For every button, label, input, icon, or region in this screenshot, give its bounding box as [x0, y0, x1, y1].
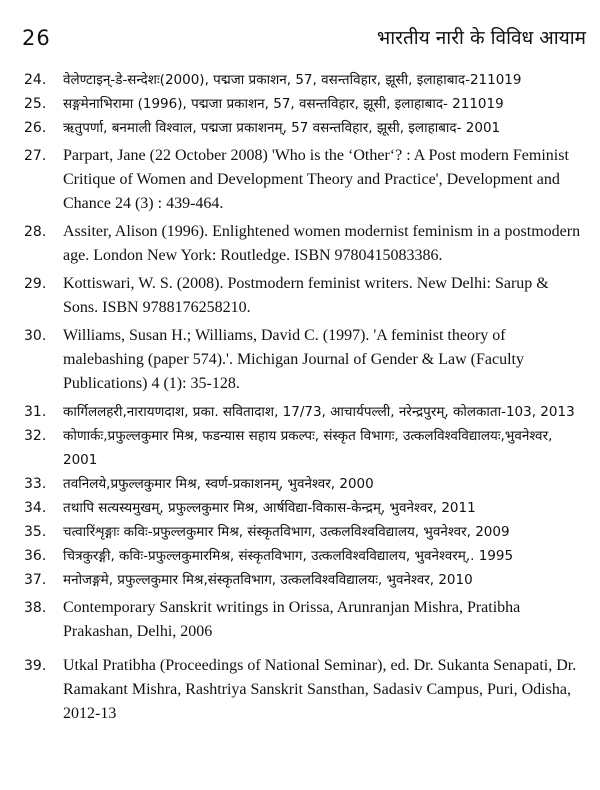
reference-number: 36. [24, 548, 47, 564]
reference-number: 24. [24, 72, 47, 88]
reference-number: 34. [24, 500, 47, 516]
reference-text: ऋतुपर्णा, बनमाली विश्वाल, पद्मजा प्रकाशनम्, 57 वसन्तविहार, झूसी, इलाहाबाद- 2001 [63, 120, 501, 136]
reference-text: कोणार्कः,प्रफुल्लकुमार मिश्र, फडन्यास सहाय प्रकल्पः, संस्कृत विभागः, उत्कलविश्वविद्यालयः,भुवनेश्वर, 2001 [63, 428, 553, 468]
reference-item-39 [0, 654, 600, 726]
reference-text: Assiter, Alison (1996). Enlightened women modernist feminism in a postmodern age. London New York: Routledge. ISBN 9780415083386. [63, 223, 581, 264]
reference-text: सङ्गमेनाभिरामा (1996), पद्मजा प्रकाशन, 57, वसन्तविहार, झूसी, इलाहाबाद- 211019 [63, 96, 504, 112]
reference-item-27 [0, 144, 600, 216]
reference-text: Kottiswari, W. S. (2008). Postmodern feminist writers. New Delhi: Sarup & Sons. ISBN 9788176258210. [63, 275, 549, 316]
reference-item-30 [0, 324, 600, 396]
reference-item-35 [0, 520, 600, 544]
reference-text: Contemporary Sanskrit writings in Orissa, Arunranjan Mishra, Pratibha Prakashan, Delhi, 2006 [63, 599, 521, 640]
reference-text: कार्गिललहरी,नारायणदाश, प्रका. सवितादाश, 17/73, आचार्यपल्ली, नरेन्द्रपुरम्, कोलकाता-103, 2013 [63, 404, 575, 420]
reference-number: 35. [24, 524, 47, 540]
reference-text: Williams, Susan H.; Williams, David C. (1997). 'A feminist theory of malebashing (paper 574).'. Michigan Journal of Gender & Law (Faculty Publications) 4 (1): 35-128. [63, 327, 524, 392]
reference-text: मनोजङ्गमे, प्रफुल्लकुमार मिश्र,संस्कृतविभाग, उत्कलविश्वविद्यालयः, भुवनेश्वर, 2010 [63, 572, 473, 588]
reference-number: 28. [24, 224, 47, 240]
reference-text: चित्रकुरङ्गी, कविः-प्रफुल्लकुमारमिश्र, संस्कृतविभाग, उत्कलविश्वविद्यालय, भुवनेश्वरम्,. 1995 [63, 548, 514, 564]
running-title: भारतीय नारी के विविध आयाम [376, 27, 586, 49]
reference-text: चत्वारिंशृङ्गाः कविः-प्रफुल्लकुमार मिश्र, संस्कृतविभाग, उत्कलविश्वविद्यालय, भुवनेश्वर, 2009 [63, 524, 510, 540]
reference-item-38 [0, 596, 600, 644]
reference-number: 39. [24, 658, 47, 674]
reference-text: Utkal Pratibha (Proceedings of National Seminar), ed. Dr. Sukanta Senapati, Dr. Ramakant Mishra, Rashtriya Sanskrit Sansthan, Sadasiv Campus, Puri, Odisha, 2012-13 [63, 657, 577, 722]
reference-number: 38. [24, 600, 47, 616]
reference-number: 26. [24, 120, 47, 136]
reference-item-29 [0, 272, 600, 320]
reference-item-32 [0, 424, 600, 472]
reference-item-24 [0, 68, 600, 92]
page-number: 26 [22, 26, 51, 50]
reference-number: 25. [24, 96, 47, 112]
reference-item-25 [0, 92, 600, 116]
reference-text: वेलेण्टाइन्-डे-सन्देशः(2000), पद्मजा प्रकाशन, 57, वसन्तविहार, झूसी, इलाहाबाद-211019 [63, 72, 522, 88]
reference-item-31 [0, 400, 600, 424]
reference-number: 30. [24, 328, 47, 344]
reference-item-28 [0, 220, 600, 268]
reference-item-33 [0, 472, 600, 496]
reference-number: 29. [24, 276, 47, 292]
reference-number: 33. [24, 476, 47, 492]
reference-text: तथापि सत्यस्यमुखम्, प्रफुल्लकुमार मिश्र, आर्षविद्या-विकास-केन्द्रम्, भुवनेश्वर, 2011 [63, 500, 476, 516]
reference-number: 31. [24, 404, 47, 420]
reference-list [0, 68, 600, 726]
reference-number: 27. [24, 148, 47, 164]
reference-text: Parpart, Jane (22 October 2008) 'Who is the ‘Other‘? : A Post modern Feminist Critique of Women and Development Theory and Practice', Development and Chance 24 (3) : 439-464. [63, 147, 569, 212]
reference-number: 32. [24, 428, 47, 444]
reference-text: तवनिलये,प्रफुल्लकुमार मिश्र, स्वर्ण-प्रकाशनम्, भुवनेश्वर, 2000 [63, 476, 374, 492]
reference-item-36 [0, 544, 600, 568]
reference-item-34 [0, 496, 600, 520]
reference-item-26 [0, 116, 600, 140]
reference-item-37 [0, 568, 600, 592]
page-header [0, 0, 600, 60]
reference-number: 37. [24, 572, 47, 588]
